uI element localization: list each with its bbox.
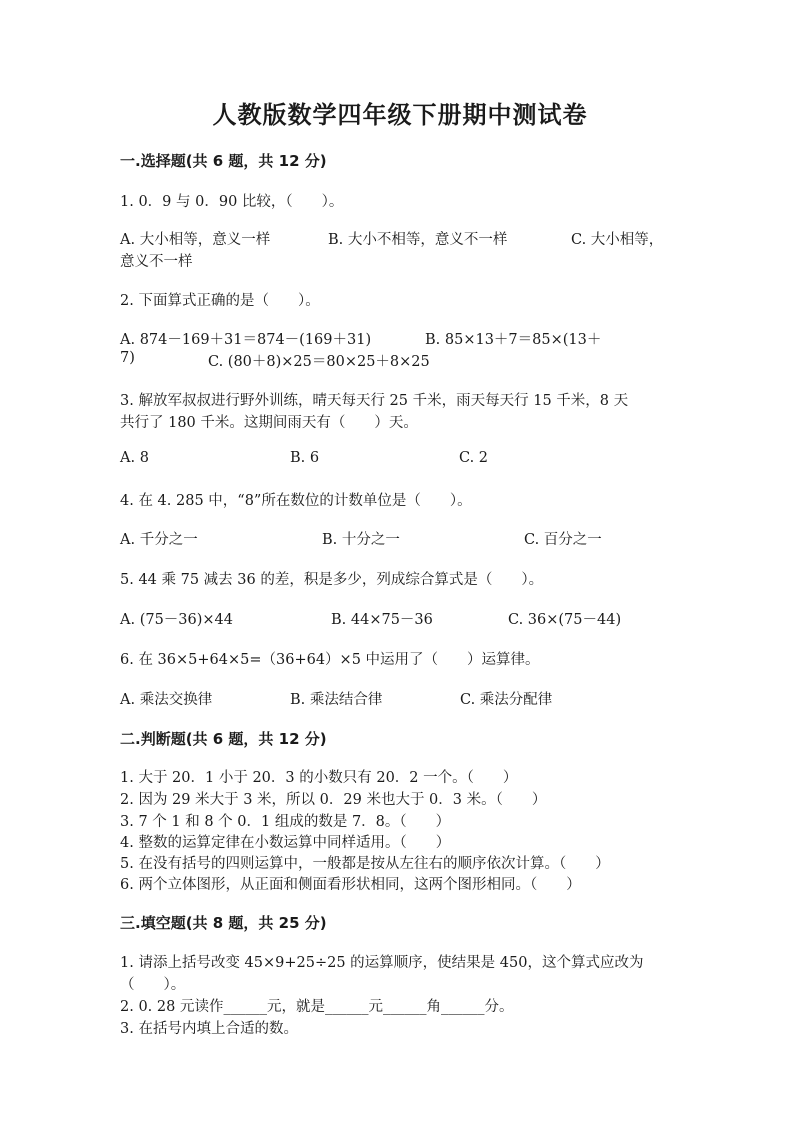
question-stem: 2. 下面算式正确的是（ ）。 [120,293,320,309]
option-a: A. (75－36)×44 [120,612,234,628]
question-stem-continued: 共行了 180 千米。这期间雨天有（ ）天。 [120,415,418,431]
question-stem: 4. 在 4. 285 中，“8”所在数位的计数单位是（ ）。 [120,493,472,509]
option-b: B. 44×75－36 [331,612,433,628]
question-stem: 1. 0．9 与 0．90 比较，（ ）。 [120,194,344,210]
option-c: C. (80＋8)×25＝80×25＋8×25 [208,354,430,370]
judgment-item: 6. 两个立体图形，从正面和侧面看形状相同，这两个图形相同。（ ） [120,877,581,893]
option-b: B. 十分之一 [322,532,400,548]
option-c: C. 百分之一 [524,532,602,548]
option-b-continued: 7) [120,350,135,366]
option-c-continued: 意义不一样 [120,254,193,270]
fill-item: 2. 0. 28 元读作______元，就是______元______角______分。 [120,999,514,1015]
fill-item: 3. 在括号内填上合适的数。 [120,1021,298,1037]
option-b: B. 乘法结合律 [290,692,383,708]
section-heading-judgment: 二.判断题(共 6 题，共 12 分) [120,730,327,748]
judgment-item: 3. 7 个 1 和 8 个 0．1 组成的数是 7．8。（ ） [120,814,451,830]
option-b: B. 6 [290,450,320,466]
option-c: C. 2 [459,450,489,466]
option-b: B. 85×13＋7＝85×(13＋ [425,332,602,348]
fill-item: 1. 请添上括号改变 45×9+25÷25 的运算顺序，使结果是 450，这个算式应改为 [120,955,644,971]
option-a: A. 大小相等，意义一样 [120,232,271,248]
option-c: C. 乘法分配律 [460,692,553,708]
question-stem: 5. 44 乘 75 减去 36 的差，积是多少，列成综合算式是（ ）。 [120,572,544,588]
option-b: B. 大小不相等，意义不一样 [328,232,508,248]
section-heading-fill: 三.填空题(共 8 题，共 25 分) [120,914,327,932]
option-a: A. 乘法交换律 [120,692,213,708]
judgment-item: 1. 大于 20．1 小于 20．3 的小数只有 20．2 一个。（ ） [120,770,518,786]
option-c: C. 36×(75－44) [508,612,622,628]
option-a: A. 874－169＋31＝874－(169＋31) [120,332,372,348]
judgment-item: 2. 因为 29 米大于 3 米，所以 0．29 米也大于 0．3 米。（ ） [120,792,547,808]
page-title: 人教版数学四年级下册期中测试卷 [212,101,588,129]
option-a: A. 千分之一 [120,532,198,548]
option-a: A. 8 [120,450,149,466]
judgment-item: 4. 整数的运算定律在小数运算中同样适用。（ ） [120,835,451,851]
fill-item-continued: （ ）。 [120,977,186,993]
judgment-item: 5. 在没有括号的四则运算中，一般都是按从左往右的顺序依次计算。（ ） [120,856,610,872]
section-heading-choice: 一.选择题(共 6 题，共 12 分) [120,152,327,170]
question-stem: 3. 解放军叔叔进行野外训练，晴天每天行 25 千米，雨天每天行 15 千米，8 天 [120,393,629,409]
option-c: C. 大小相等， [571,232,664,248]
question-stem: 6. 在 36×5+64×5=（36+64）×5 中运用了（ ）运算律。 [120,652,540,668]
